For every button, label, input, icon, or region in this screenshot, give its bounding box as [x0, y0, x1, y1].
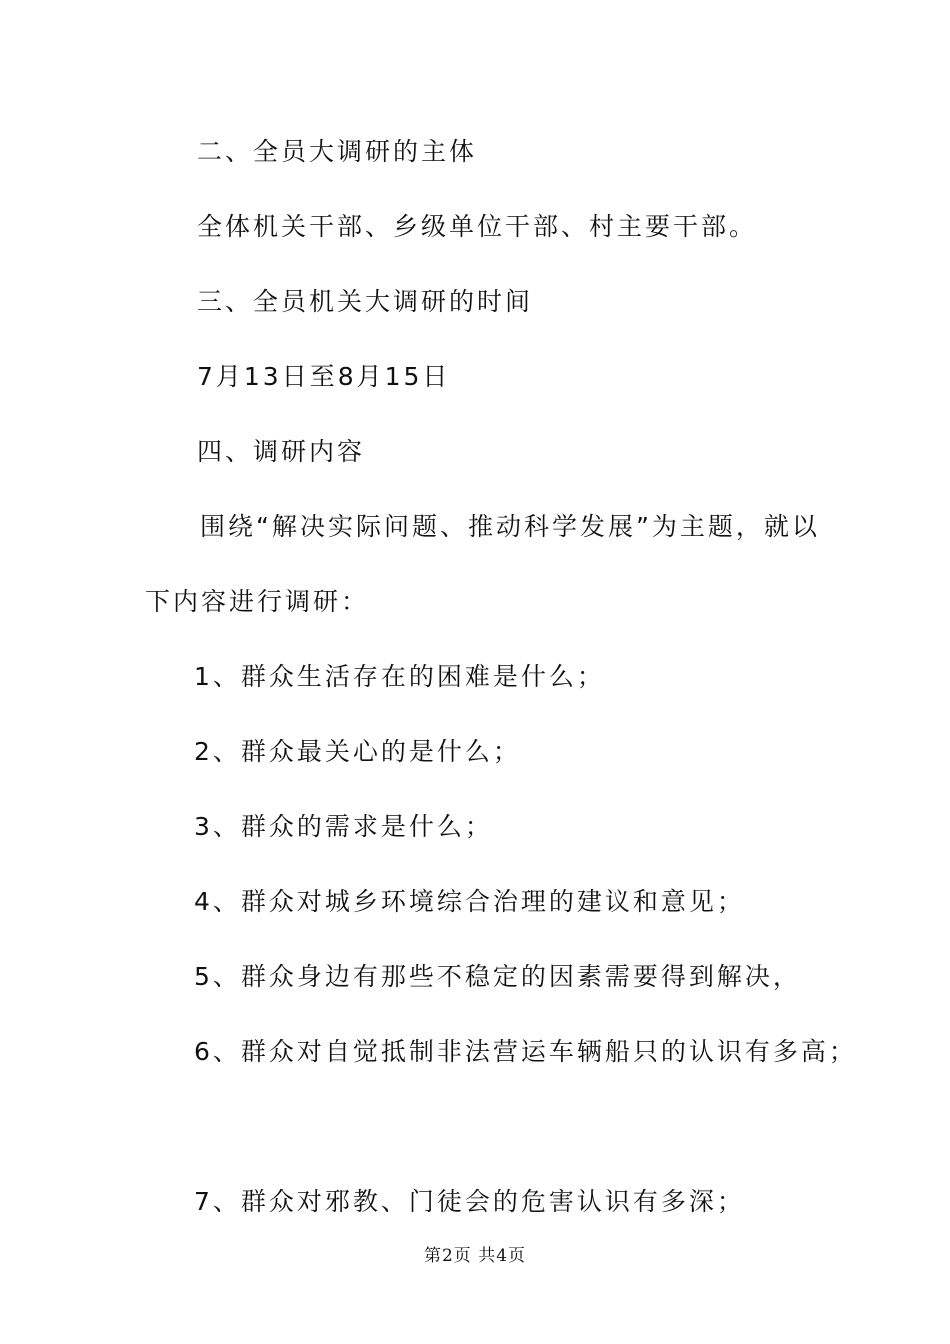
paragraph-time: 7月13日至8月15日	[197, 362, 451, 391]
paragraph-subject: 全体机关干部、乡级单位干部、村主要干部。	[197, 212, 758, 241]
list-item-6: 6、群众对自觉抵制非法营运车辆船只的认识有多高；	[194, 1037, 857, 1066]
list-item-1: 1、群众生活存在的困难是什么；	[194, 662, 605, 691]
paragraph-content-line-2: 下内容进行调研：	[145, 587, 370, 616]
list-item-5: 5、群众身边有那些不稳定的因素需要得到解决，	[194, 962, 801, 991]
list-item-4: 4、群众对城乡环境综合治理的建议和意见；	[194, 887, 745, 916]
page-number-footer: 第2页 共4页	[423, 1246, 527, 1266]
section-heading-time: 三、全员机关大调研的时间	[197, 287, 534, 316]
list-item-2: 2、群众最关心的是什么；	[194, 737, 521, 766]
section-heading-content: 四、调研内容	[197, 437, 366, 466]
paragraph-content-line-1: 围绕“解决实际问题、推动科学发展”为主题，就以	[200, 512, 820, 541]
list-item-7: 7、群众对邪教、门徒会的危害认识有多深；	[194, 1187, 745, 1216]
list-item-3: 3、群众的需求是什么；	[194, 812, 493, 841]
section-heading-subject: 二、全员大调研的主体	[197, 137, 478, 166]
